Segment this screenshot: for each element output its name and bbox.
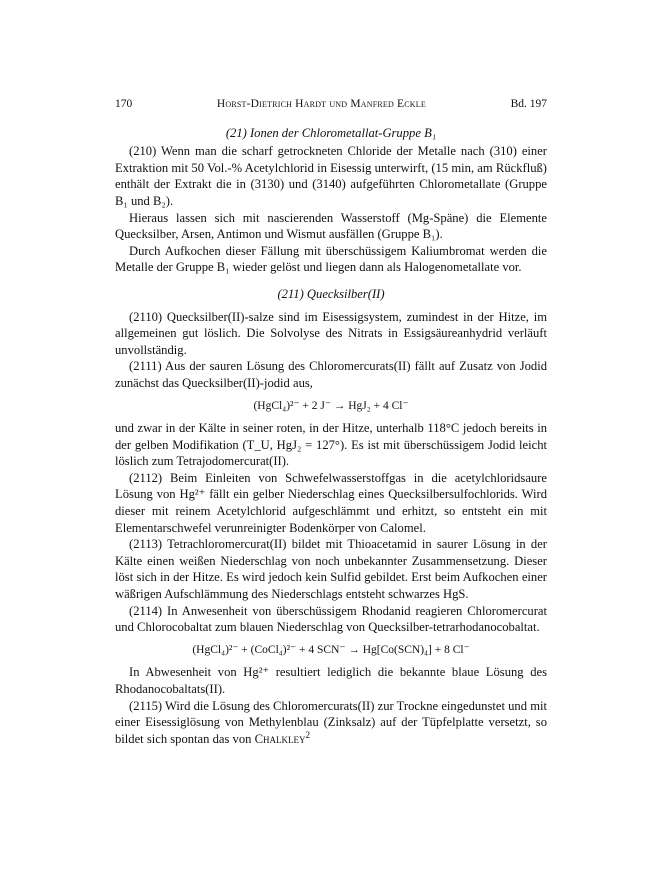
paragraph-2114: (2114) In Anwesenheit von überschüssigem Rhodanid reagieren Chloromercurat und Chlorocobaltat zum blauen Niederschlag von Quecksilber-tetrarhodanocobaltat. [115,603,547,635]
author-citation: Chalkley [254,731,306,746]
paragraph-2115 [115,698,547,748]
equation-2: (HgCl₄)²⁻ + (CoCl₄)²⁻ + 4 SCN⁻ → Hg[Co(SCN)₄] + 8 Cl⁻ [192,643,470,656]
page [115,96,547,747]
paragraph-kaelte: und zwar in der Kälte in seiner roten, in der Hitze, unterhalb 118°C jedoch bereits in der gelben Modifikation (T_U, HgJ₂ = 127°). Es ist mit überschüssigem Jodid leicht löslich zum Tetrajodomercurat(II). [115,421,547,469]
running-header [115,96,547,113]
paragraph-hieraus: Hieraus lassen sich mit nascierenden Wasserstoff (Mg-Späne) die Elemente Quecksilber, Arsen, Antimon und Wismut ausfällen (Gruppe B₁). [115,210,547,242]
paragraph-2112: (2112) Beim Einleiten von Schwefelwasserstoffgas in die acetylchloridsaure Lösung von Hg²⁺ fällt ein gelber Niederschlag eines Quecksilbersulfochlorids. Wird dieser mit reinem Acetylchlorid aufgeschlämmt und erhitzt, so entsteht ein mit Elementarschwefel verunreinigter Bodenkörper von Calomel. [115,470,547,535]
paragraph-durch-aufkochen: Durch Aufkochen dieser Fällung mit überschüssigem Kaliumbromat werden die Metalle der Gruppe B₁ wieder gelöst und liegen dann als Halogenometallate vor. [115,243,547,275]
volume-label: Bd. 197 [510,98,547,110]
paragraph-2111: (2111) Aus der sauren Lösung des Chloromercurats(II) fällt auf Zusatz von Jodid zunächst das Quecksilber(II)-jodid aus, [115,359,547,390]
paragraph-2113: (2113) Tetrachloromercurat(II) bildet mit Thioacetamid in saurer Lösung in der Kälte einen weißen Niederschlag von noch unbekannter Zusammensetzung. Dieser löst sich in der Hitze. Es wird jedoch kein Sulfid gebildet. Erst beim Aufkochen einer wäßrigen Aufschlämmung des Niederschlags entsteht schwarzes HgS. [115,537,547,602]
paragraph-210: (210) Wenn man die scharf getrockneten Chloride der Metalle nach (310) einer Extraktion mit 50 Vol.-% Acetylchlorid in Eisessig unterwirft, (15 min, am Rückfluß) enthält der Extrakt die in (3130) und (3140) aufgeführten Chlorometallate (Gruppe B₁ und B₂). [115,144,547,208]
paragraph-abwesenheit: In Abwesenheit von Hg²⁺ resultiert lediglich die bekannte blaue Lösung des Rhodanocobaltats(II). [115,665,547,696]
reference-number: 2 [305,729,311,740]
page-number: 170 [115,98,133,110]
paragraph-2110: (2110) Quecksilber(II)-salze sind im Eisessigsystem, zumindest in der Hitze, im allgemeinen gut löslich. Die Solvolyse des Nitrats in Essigsäureanhydrid verläuft unvollständig. [115,309,547,357]
equation-1: (HgCl₄)²⁻ + 2 J⁻ → HgJ₂ + 4 Cl⁻ [253,399,409,412]
running-authors: Horst-Dietrich Hardt und Manfred Eckle [216,98,426,110]
section-title-211: (211) Quecksilber(II) [277,286,385,301]
paragraph-2115-text: (2115) Wird die Lösung des Chloromercurats(II) zur Trockne eingedunstet und mit einer Eisessiglösung von Methylenblau (Zinksalz) auf der Tüpfelplatte versetzt, so bildet sich spontan das von [115,698,547,746]
section-title-21: (21) Ionen der Chlorometallat-Gruppe B₁ [225,125,437,140]
